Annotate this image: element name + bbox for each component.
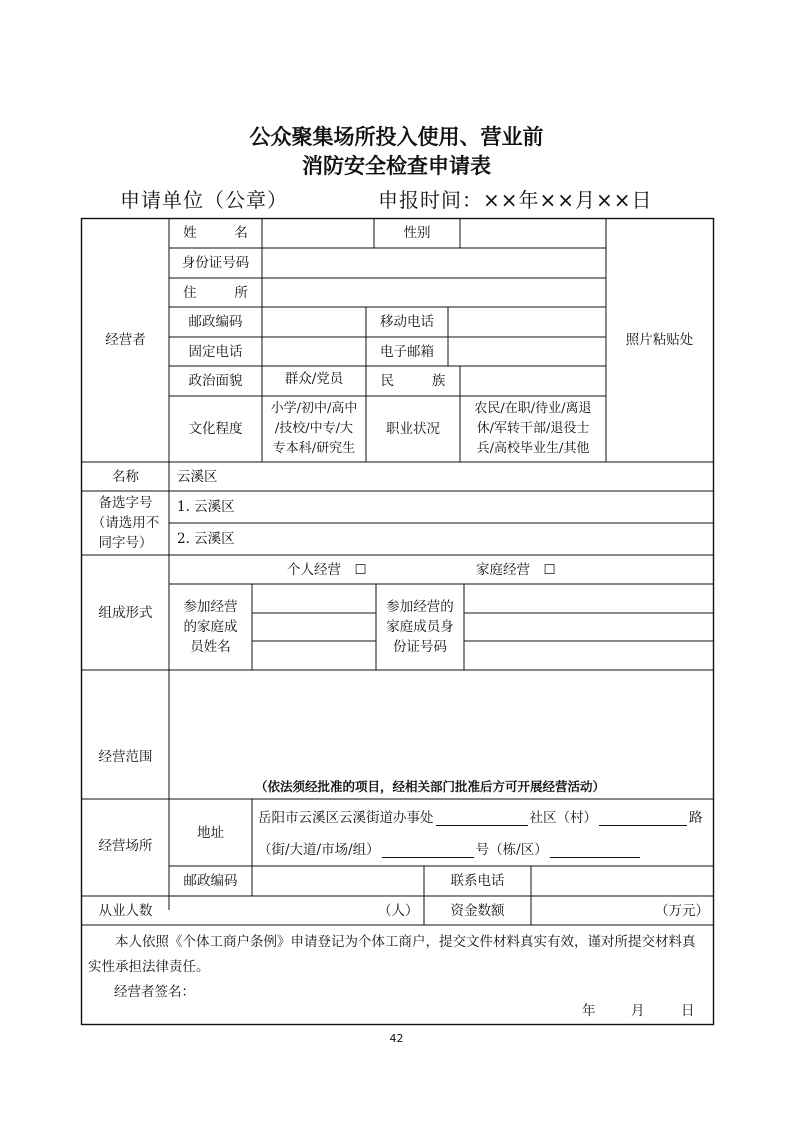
political-status-label: 政治面貌	[188, 373, 243, 389]
personal-checkbox[interactable]: 个人经营 ☐	[287, 561, 367, 578]
mobile-label: 移动电话	[380, 314, 434, 330]
signature-month: 月	[631, 1003, 645, 1019]
address-street-type: （街/大道/市场/组）	[258, 842, 380, 858]
address-building-blank[interactable]	[550, 843, 640, 858]
capital-label: 资金数额	[450, 902, 505, 919]
address-district: 岳阳市云溪区云溪街道办事处	[258, 810, 434, 826]
education-label: 文化程度	[188, 421, 243, 437]
political-status-options[interactable]: 群众/党员	[284, 371, 344, 387]
page-number: 42	[389, 1032, 404, 1045]
alt-name-2[interactable]: 2. 云溪区	[177, 531, 235, 547]
signature-year: 年	[582, 1003, 596, 1019]
premises-label: 经营场所	[98, 837, 153, 854]
alt-names-label: 备选字号 （请选用不 同字号）	[91, 495, 160, 551]
declaration-text: 本人依照《个体工商户条例》申请登记为个体工商户，提交文件材料真实有效，谨对所提交材料真实性承担法律责任。	[88, 934, 696, 975]
address-line-2[interactable]	[258, 839, 642, 861]
id-number-label: 身份证号码	[181, 255, 250, 271]
email-label: 电子邮箱	[380, 343, 434, 360]
business-name-label: 名称	[112, 468, 139, 485]
premises-postcode-label: 邮政编码	[183, 873, 238, 889]
postcode-label: 邮政编码	[188, 314, 243, 330]
family-checkbox[interactable]: 家庭经营 ☐	[476, 561, 556, 578]
alt-name-1[interactable]: 1. 云溪区	[177, 499, 235, 515]
address-number: 号（栋/区）	[475, 842, 548, 858]
address-number-blank[interactable]	[382, 843, 474, 858]
form-title-line1: 公众聚集场所投入使用、营业前	[249, 125, 544, 149]
employees-unit: （人）	[378, 902, 419, 919]
operator-section-label: 经营者	[105, 332, 146, 348]
education-options[interactable]: 小学/初中/高中 /技校/中专/大 专本科/研究生	[270, 401, 358, 456]
gender-label: 性别	[403, 225, 431, 241]
photo-placeholder: 照片粘贴处	[625, 332, 694, 348]
family-member-ids-label: 参加经营的 家庭成员身 份证号码	[386, 599, 454, 655]
landline-label: 固定电话	[188, 343, 243, 360]
ethnicity-label: 民 族	[380, 373, 458, 389]
address-street-blank[interactable]	[436, 811, 528, 826]
composition-label: 组成形式	[98, 604, 153, 621]
address-label: 地址	[197, 824, 224, 841]
signature-label: 经营者签名：	[114, 984, 195, 1000]
address-line-1[interactable]	[258, 807, 703, 829]
address-community: 社区（村）	[529, 810, 597, 826]
capital-unit: （万元）	[655, 902, 709, 919]
applicant-unit-label: 申请单位（公章）	[120, 188, 288, 212]
employment-options[interactable]: 农民/在职/待业/离退 休/军转干部/退役士 兵/高校毕业生/其他	[474, 401, 592, 456]
employees-label: 从业人数	[98, 902, 153, 919]
form-title-line2: 消防安全检查申请表	[302, 154, 491, 178]
report-time-label: 申报时间：××年××月××日	[378, 188, 653, 212]
signature-day: 日	[681, 1003, 695, 1019]
contact-phone-label: 联系电话	[450, 873, 505, 889]
family-member-names-label: 参加经营 的家庭成 员姓名	[183, 599, 238, 655]
address-road: 路	[689, 810, 703, 826]
business-scope-note: （依法须经批准的项目，经相关部门批准后方可开展经营活动）	[255, 779, 606, 794]
address-road-blank[interactable]	[599, 811, 687, 826]
business-scope-label: 经营范围	[98, 748, 153, 765]
residence-label: 住 所	[183, 284, 261, 301]
business-name-value[interactable]: 云溪区	[177, 468, 218, 485]
employment-label: 职业状况	[386, 421, 440, 437]
name-label: 姓 名	[183, 225, 261, 241]
